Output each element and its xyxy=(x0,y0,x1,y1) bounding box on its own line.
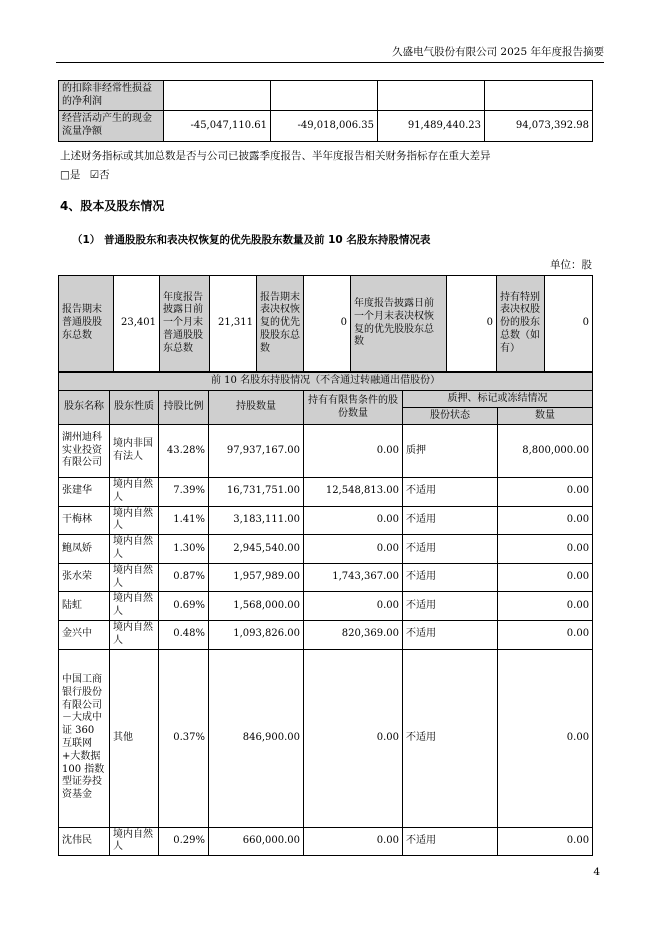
holder-qty: 3,183,111.00 xyxy=(209,506,304,535)
holder-status: 不适用 xyxy=(403,592,498,621)
holder-qty: 1,568,000.00 xyxy=(209,592,304,621)
holder-amount: 0.00 xyxy=(498,478,593,507)
table-row xyxy=(59,827,593,856)
holder-nature: 境内非国有法人 xyxy=(110,425,159,478)
summary-label: 持有特别表决权股份的股东总数（如有） xyxy=(497,276,545,372)
holder-ratio: 0.87% xyxy=(159,563,209,592)
holder-nature: 境内自然人 xyxy=(110,478,159,507)
holder-qty: 846,900.00 xyxy=(209,649,304,827)
checkbox-yes: □是 xyxy=(60,169,81,181)
holder-ratio: 0.29% xyxy=(159,827,209,856)
summary-value: 21,311 xyxy=(210,276,257,372)
holder-restricted: 12,548,813.00 xyxy=(304,478,403,507)
value-cell: 91,489,440.23 xyxy=(378,111,485,142)
top10-shareholders-table xyxy=(58,372,593,856)
holder-status: 不适用 xyxy=(403,620,498,649)
summary-label: 报告期末普通股股东总数 xyxy=(59,276,114,372)
holder-name: 金兴中 xyxy=(59,620,110,649)
row-label: 经营活动产生的现金流量净额 xyxy=(59,111,164,142)
holder-amount: 0.00 xyxy=(498,649,593,827)
section-title: 4、股本及股东情况 xyxy=(60,199,165,213)
holder-qty: 16,731,751.00 xyxy=(209,478,304,507)
table-row xyxy=(59,111,593,142)
holder-status: 不适用 xyxy=(403,563,498,592)
col-header-restricted: 持有有限售条件的股份数量 xyxy=(304,391,403,425)
table-row xyxy=(59,649,593,827)
table-row xyxy=(59,506,593,535)
holder-restricted: 1,743,367.00 xyxy=(304,563,403,592)
value-cell xyxy=(378,81,485,111)
holder-ratio: 0.37% xyxy=(159,649,209,827)
holder-restricted: 0.00 xyxy=(304,425,403,478)
holder-name: 中国工商银行股份有限公司－大成中证 360 互联网+大数据 100 指数型证券投资基金 xyxy=(59,649,110,827)
holder-name: 沈伟民 xyxy=(59,827,110,856)
holder-ratio: 1.41% xyxy=(159,506,209,535)
holder-nature: 境内自然人 xyxy=(110,592,159,621)
col-header-amount: 数量 xyxy=(498,408,593,425)
holder-status: 质押 xyxy=(403,425,498,478)
holder-qty: 2,945,540.00 xyxy=(209,535,304,564)
summary-value: 0 xyxy=(447,276,497,372)
holder-amount: 0.00 xyxy=(498,506,593,535)
holder-restricted: 0.00 xyxy=(304,506,403,535)
discrepancy-note: 上述财务指标或其加总数是否与公司已披露季度报告、半年度报告相关财务指标存在重大差异 xyxy=(60,150,491,162)
col-header-name: 股东名称 xyxy=(59,391,110,425)
value-cell xyxy=(271,81,378,111)
shareholder-summary-table xyxy=(58,275,593,372)
holder-restricted: 0.00 xyxy=(304,827,403,856)
value-cell xyxy=(485,81,593,111)
holder-qty: 1,957,989.00 xyxy=(209,563,304,592)
row-label: 的扣除非经常性损益的净利润 xyxy=(59,81,164,111)
holder-nature: 其他 xyxy=(110,649,159,827)
holder-name: 张水荣 xyxy=(59,563,110,592)
holder-amount: 0.00 xyxy=(498,535,593,564)
holder-amount: 0.00 xyxy=(498,620,593,649)
holder-nature: 境内自然人 xyxy=(110,563,159,592)
col-header-nature: 股东性质 xyxy=(110,391,159,425)
col-header-pledge: 质押、标记或冻结情况 xyxy=(403,391,593,408)
summary-label: 报告期末表决权恢复的优先股股东总数 xyxy=(257,276,304,372)
discrepancy-checkbox xyxy=(60,167,110,182)
holder-qty: 1,093,826.00 xyxy=(209,620,304,649)
holder-restricted: 820,369.00 xyxy=(304,620,403,649)
holder-amount: 8,800,000.00 xyxy=(498,425,593,478)
holder-restricted: 0.00 xyxy=(304,592,403,621)
holder-restricted: 0.00 xyxy=(304,649,403,827)
subsection-title: （1） 普通股股东和表决权恢复的优先股股东数量及前 10 名股东持股情况表 xyxy=(72,234,431,246)
table-row xyxy=(59,81,593,111)
page-number: 4 xyxy=(593,866,600,878)
table-row xyxy=(59,535,593,564)
holder-name: 湖州迪科实业投资有限公司 xyxy=(59,425,110,478)
holder-name: 张建华 xyxy=(59,478,110,507)
unit-label: 单位：股 xyxy=(550,259,592,271)
table-row xyxy=(59,478,593,507)
value-cell: 94,073,392.98 xyxy=(485,111,593,142)
table-row xyxy=(59,592,593,621)
table-row xyxy=(59,620,593,649)
holder-ratio: 1.30% xyxy=(159,535,209,564)
value-cell: -45,047,110.61 xyxy=(164,111,271,142)
holder-name: 陆虹 xyxy=(59,592,110,621)
value-cell xyxy=(164,81,271,111)
col-header-ratio: 持股比例 xyxy=(159,391,209,425)
holder-qty: 660,000.00 xyxy=(209,827,304,856)
top10-title: 前 10 名股东持股情况（不含通过转融通出借股份） xyxy=(59,373,593,391)
holder-ratio: 0.48% xyxy=(159,620,209,649)
holder-amount: 0.00 xyxy=(498,592,593,621)
holder-nature: 境内自然人 xyxy=(110,620,159,649)
col-header-qty: 持股数量 xyxy=(209,391,304,425)
holder-restricted: 0.00 xyxy=(304,535,403,564)
summary-label: 年度报告披露日前一个月末普通股股东总数 xyxy=(160,276,210,372)
checkbox-no: ☑否 xyxy=(89,169,110,181)
holder-name: 干梅林 xyxy=(59,506,110,535)
financial-indicators-table xyxy=(58,80,593,142)
holder-status: 不适用 xyxy=(403,649,498,827)
holder-status: 不适用 xyxy=(403,478,498,507)
header-rule xyxy=(56,62,604,63)
holder-name: 鲍凤娇 xyxy=(59,535,110,564)
holder-amount: 0.00 xyxy=(498,563,593,592)
holder-status: 不适用 xyxy=(403,827,498,856)
holder-ratio: 0.69% xyxy=(159,592,209,621)
holder-ratio: 7.39% xyxy=(159,478,209,507)
header-row xyxy=(59,391,593,408)
summary-value: 0 xyxy=(304,276,351,372)
summary-value: 23,401 xyxy=(114,276,160,372)
page-header: 久盛电气股份有限公司 2025 年年度报告摘要 xyxy=(392,46,604,58)
holder-qty: 97,937,167.00 xyxy=(209,425,304,478)
table-title-row xyxy=(59,373,593,391)
holder-nature: 境内自然人 xyxy=(110,535,159,564)
col-header-status: 股份状态 xyxy=(403,408,498,425)
table-row xyxy=(59,563,593,592)
holder-nature: 境内自然人 xyxy=(110,827,159,856)
holder-status: 不适用 xyxy=(403,506,498,535)
holder-amount: 0.00 xyxy=(498,827,593,856)
summary-label: 年度报告披露日前一个月末表决权恢复的优先股股东总数 xyxy=(351,276,447,372)
table-row xyxy=(59,276,593,372)
table-row xyxy=(59,425,593,478)
holder-ratio: 43.28% xyxy=(159,425,209,478)
summary-value: 0 xyxy=(545,276,593,372)
value-cell: -49,018,006.35 xyxy=(271,111,378,142)
holder-status: 不适用 xyxy=(403,535,498,564)
holder-nature: 境内自然人 xyxy=(110,506,159,535)
